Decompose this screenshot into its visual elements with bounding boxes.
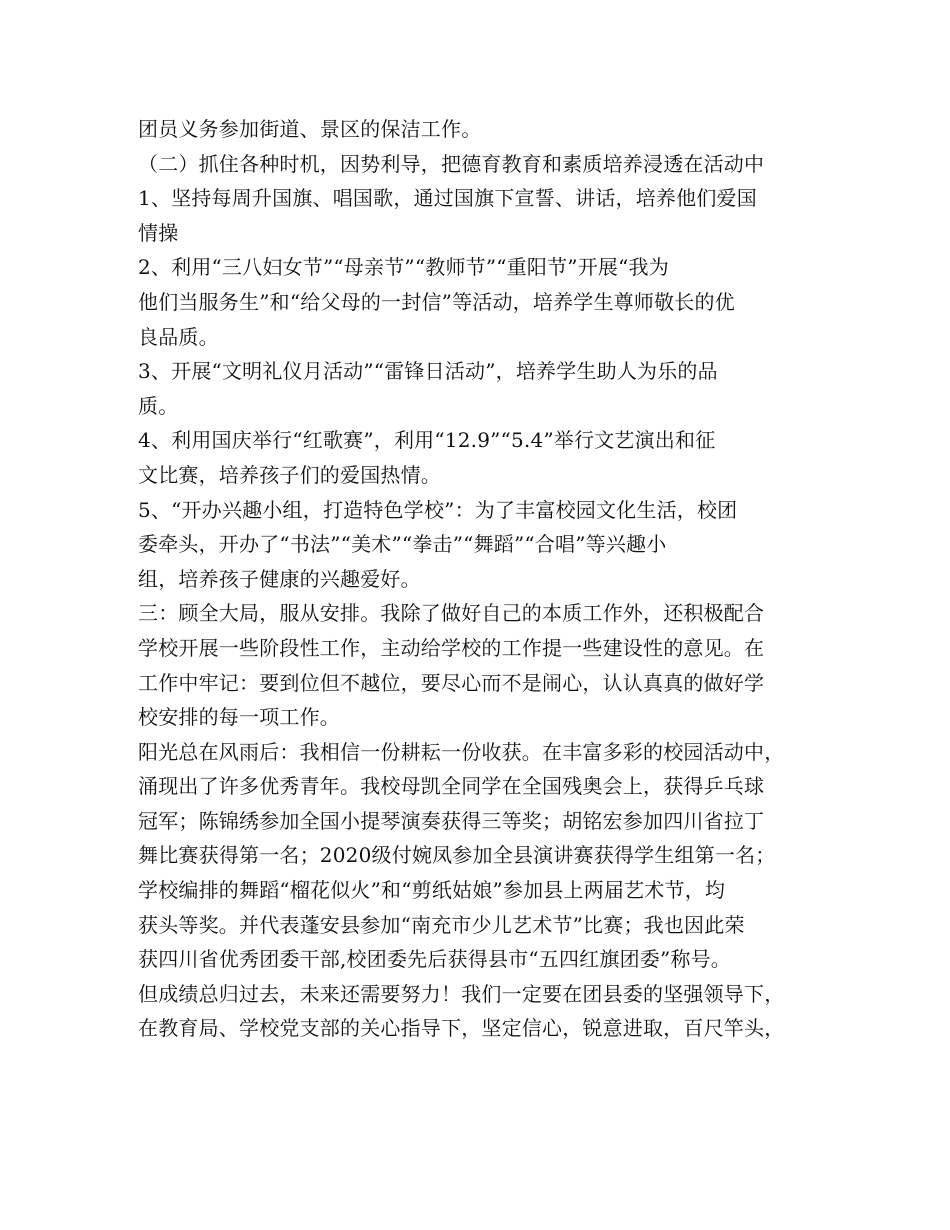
text-line: 舞比赛获得第一名；2020级付婉凤参加全县演讲赛获得学生组第一名；: [138, 843, 776, 868]
text-line: 冠军；陈锦绣参加全国小提琴演奏获得三等奖；胡铭宏参加四川省拉丁: [138, 808, 765, 833]
text-line: 团员义务参加街道、景区的保洁工作。: [138, 117, 482, 141]
section-heading: （二）抓住各种时机，因势利导，把德育教育和素质培养浸透在活动中: [138, 151, 765, 176]
text-line: 校安排的每一项工作。: [138, 705, 340, 730]
text-line: 情操: [138, 220, 179, 245]
text-line: 良品质。: [138, 324, 219, 349]
text-line: 三：顾全大局，服从安排。我除了做好自己的本质工作外，还积极配合: [138, 601, 765, 626]
text-line: 1、坚持每周升国旗、唱国歌，通过国旗下宣誓、讲话，培养他们爱国: [138, 186, 757, 211]
text-line: 学校开展一些阶段性工作，主动给学校的工作提一些建设性的意见。在: [138, 635, 765, 660]
text-line: 在教育局、学校党支部的关心指导下，坚定信心，锐意进取，百尺竿头，: [138, 1016, 785, 1041]
text-line: 5、“开办兴趣小组，打造特色学校”：为了丰富校园文化生活，校团: [138, 497, 738, 522]
text-line: 文比赛，培养孩子们的爱国热情。: [138, 462, 441, 487]
text-line: 但成绩总归过去，未来还需要努力！我们一定要在团县委的坚强领导下，: [138, 981, 785, 1006]
text-line: 获四川省优秀团委干部,校团委先后获得县市“五四红旗团委”称号。: [138, 947, 732, 972]
text-line: 3、开展“文明礼仪月活动”“雷锋日活动”，培养学生助人为乐的品: [138, 359, 718, 384]
text-line: 组，培养孩子健康的兴趣爱好。: [138, 566, 421, 591]
text-line: 阳光总在风雨后：我相信一份耕耘一份收获。在丰富多彩的校园活动中，: [138, 739, 785, 764]
text-line: 学校编排的舞蹈“榴花似火”和“剪纸姑娘”参加县上两届艺术节，均: [138, 878, 726, 903]
text-line: 获头等奖。并代表蓬安县参加“南充市少儿艺术节”比赛；我也因此荣: [138, 912, 745, 937]
text-line: 涌现出了许多优秀青年。我校母凯全同学在全国残奥会上，获得乒乓球: [138, 774, 765, 799]
text-line: 他们当服务生”和“给父母的一封信”等活动，培养学生尊师敬长的优: [138, 289, 735, 314]
document-body: [138, 112, 818, 1046]
text-line: 2、利用“三八妇女节”“母亲节”“教师节”“重阳节”开展“我为: [138, 255, 669, 280]
text-line: 质。: [138, 393, 179, 418]
text-line: 委牵头，开办了“书法”“美术”“拳击”“舞蹈”“合唱”等兴趣小: [138, 532, 667, 557]
text-line: 工作中牢记：要到位但不越位，要尽心而不是闹心，认认真真的做好学: [138, 670, 765, 695]
text-line: 4、利用国庆举行“红歌赛”，利用“12.9”“5.4”举行文艺演出和征: [138, 428, 716, 453]
